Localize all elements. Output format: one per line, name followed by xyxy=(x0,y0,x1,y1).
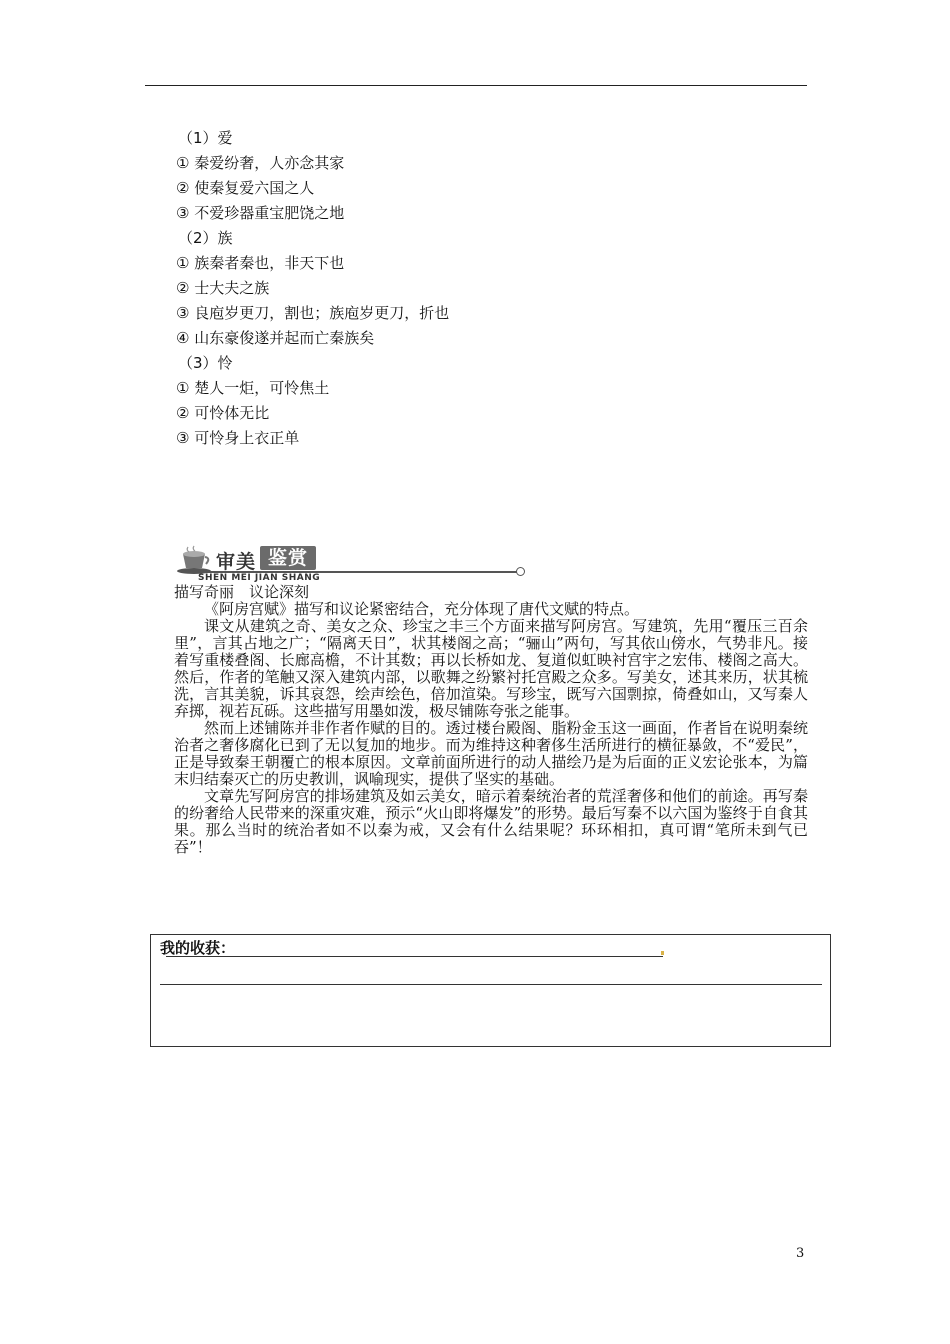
appreciation-essay xyxy=(174,584,808,856)
writing-line xyxy=(166,956,663,957)
vocab-example: ② 士大夫之族 xyxy=(176,279,270,297)
section-subtitle: SHEN MEI JIAN SHANG xyxy=(198,573,321,583)
section-title: 审美 xyxy=(216,551,257,573)
section-title-highlight: 鉴赏 xyxy=(260,546,316,570)
vocab-example: ① 楚人一炬，可怜焦土 xyxy=(176,379,330,397)
vocab-example: ① 族秦者秦也，非天下也 xyxy=(176,254,345,272)
essay-paragraph: 然而上述铺陈并非作者作赋的目的。透过楼台殿阁、脂粉金玉这一画面，作者旨在说明秦统治者之奢侈腐化已到了无以复加的地步。而为维持这种奢侈生活所进行的横征暴敛，不“爱民”，正是导致秦王朝覆亡的根本原因。文章前面所进行的动人描绘乃是为后面的正义宏论张本，为篇末归结秦灭亡的历史教训，讽喻现实，提供了坚实的基础。 xyxy=(174,719,808,788)
essay-paragraph: 课文从建筑之奇、美女之众、珍宝之丰三个方面来描写阿房宫。写建筑，先用“覆压三百余里”，言其占地之广；“隔离天日”，状其楼阁之高；“骊山”两句，写其依山傍水，气势非凡。接着写重楼叠阁、长廊高檐，不计其数；再以长桥如龙、复道似虹映衬宫宇之宏伟、楼阁之高大。然后，作者的笔触又深入建筑内部，以歌舞之纷繁衬托宫殿之众多。写美女，述其来历，状其梳洗，言其美貌，诉其哀怨，绘声绘色，倍加渲染。写珍宝，既写六国剽掠，倚叠如山，又写秦人弃掷，视若瓦砾。这些描写用墨如泼，极尽铺陈夸张之能事。 xyxy=(174,617,808,720)
header-rule xyxy=(145,85,807,86)
vocab-group-heading: （2）族 xyxy=(178,229,233,247)
essay-heading: 描写奇丽 议论深刻 xyxy=(174,583,310,601)
vocab-group-heading: （3）怜 xyxy=(178,354,233,372)
banner-dot xyxy=(516,567,525,576)
vocab-example: ③ 可怜身上衣正单 xyxy=(176,429,300,447)
harvest-box xyxy=(150,934,831,1047)
section-banner xyxy=(176,543,526,585)
page-number: 3 xyxy=(796,1246,805,1261)
writing-line xyxy=(160,984,822,985)
harvest-label: 我的收获： xyxy=(160,939,236,957)
vocab-example: ② 可怜体无比 xyxy=(176,404,270,422)
vocab-example: ③ 良庖岁更刀，割也；族庖岁更刀，折也 xyxy=(176,304,450,322)
essay-paragraph: 文章先写阿房宫的排场建筑及如云美女，暗示着秦统治者的荒淫奢侈和他们的前途。再写秦的纷奢给人民带来的深重灾难，预示“火山即将爆发”的形势。最后写秦不以六国为鉴终于自食其果。那么当时的统治者如不以秦为戒，又会有什么结果呢？环环相扣，真可谓“笔所未到气已吞”！ xyxy=(174,787,808,856)
essay-paragraph: 《阿房宫赋》描写和议论紧密结合，充分体现了唐代文赋的特点。 xyxy=(204,600,640,618)
vocab-example: ④ 山东豪俊遂并起而亡秦族矣 xyxy=(176,329,375,347)
vocab-example: ① 秦爱纷奢，人亦念其家 xyxy=(176,154,345,172)
vocab-group-heading: （1）爱 xyxy=(178,129,233,147)
vocab-example: ③ 不爱珍器重宝肥饶之地 xyxy=(176,204,345,222)
ink-mark xyxy=(661,951,664,955)
vocabulary-list xyxy=(176,126,449,451)
vocab-example: ② 使秦复爱六国之人 xyxy=(176,179,315,197)
